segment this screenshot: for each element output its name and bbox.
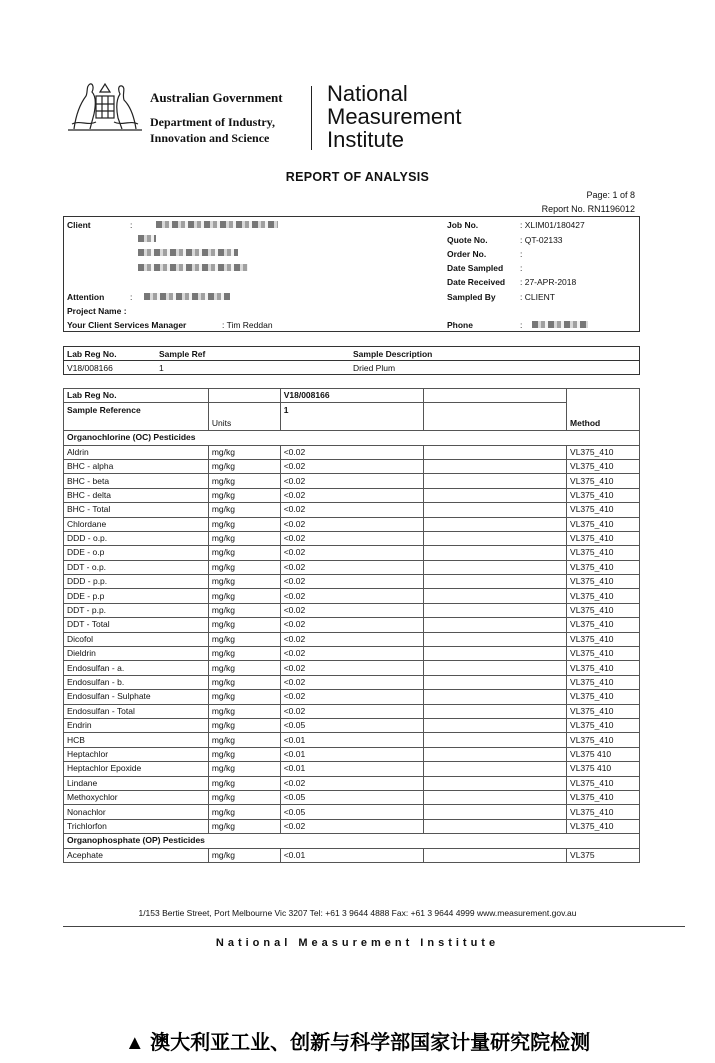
results-ref-value: 1 (280, 403, 424, 417)
order-label: Order No. (447, 249, 487, 259)
result-units: mg/kg (208, 488, 280, 502)
result-blank (424, 531, 567, 545)
result-row (64, 762, 640, 776)
result-row (64, 805, 640, 819)
project-label: Project Name : (67, 306, 127, 316)
result-result: <0.01 (280, 747, 424, 761)
result-result: <0.02 (280, 560, 424, 574)
result-row (64, 546, 640, 560)
result-method: VL375 410 (567, 747, 640, 761)
result-units: mg/kg (208, 589, 280, 603)
result-method: VL375_410 (567, 618, 640, 632)
result-analyte: HCB (64, 733, 209, 747)
result-result: <0.02 (280, 503, 424, 517)
result-result: <0.02 (280, 675, 424, 689)
result-result: <0.02 (280, 647, 424, 661)
order-value: : (520, 249, 523, 259)
results-h-units: Units (208, 417, 280, 431)
result-method: VL375_410 (567, 661, 640, 675)
sample-labreg: V18/008166 (64, 361, 157, 375)
report-title: REPORT OF ANALYSIS (285, 170, 430, 184)
manager-label: Your Client Services Manager (67, 320, 187, 330)
result-analyte: BHC - beta (64, 474, 209, 488)
result-blank (424, 488, 567, 502)
result-blank (424, 503, 567, 517)
result-row (64, 603, 640, 617)
result-result: <0.02 (280, 445, 424, 459)
department-name (150, 114, 283, 146)
result-method: VL375_410 (567, 459, 640, 473)
report-number: Report No. RN1196012 (541, 204, 635, 214)
page-info (542, 188, 635, 216)
result-blank (424, 805, 567, 819)
result-row (64, 747, 640, 761)
result-units: mg/kg (208, 445, 280, 459)
result-analyte: Dieldrin (64, 647, 209, 661)
result-blank (424, 474, 567, 488)
sample-ref: 1 (156, 361, 350, 375)
sample-h-labreg: Lab Reg No. (64, 347, 157, 361)
result-analyte: Endosulfan - Sulphate (64, 690, 209, 704)
result-blank (424, 848, 567, 862)
result-row (64, 618, 640, 632)
result-units: mg/kg (208, 531, 280, 545)
result-method: VL375_410 (567, 531, 640, 545)
nmi-line-1: National (327, 81, 408, 106)
sample-h-desc: Sample Description (350, 347, 640, 361)
result-blank (424, 603, 567, 617)
result-result: <0.05 (280, 718, 424, 732)
result-result: <0.02 (280, 690, 424, 704)
job-value: : XLIM01/180427 (520, 220, 585, 230)
results-h-method: Method (567, 389, 640, 431)
result-analyte: Nonachlor (64, 805, 209, 819)
result-row (64, 589, 640, 603)
nmi-logo-text (327, 82, 462, 151)
footer-divider (63, 926, 685, 927)
result-blank (424, 575, 567, 589)
result-row (64, 848, 640, 862)
result-method: VL375_410 (567, 647, 640, 661)
redacted-line (138, 235, 156, 242)
results-h-labreg: Lab Reg No. (64, 389, 209, 403)
result-method: VL375_410 (567, 517, 640, 531)
result-analyte: Trichlorfon (64, 819, 209, 833)
redacted-client-name (156, 221, 278, 228)
gov-name: Australian Government (150, 90, 283, 105)
result-row (64, 790, 640, 804)
result-analyte: BHC - alpha (64, 459, 209, 473)
result-method: VL375 410 (567, 762, 640, 776)
result-blank (424, 560, 567, 574)
result-row (64, 459, 640, 473)
result-method: VL375_410 (567, 589, 640, 603)
result-analyte: Endosulfan - a. (64, 661, 209, 675)
redacted-phone (532, 321, 588, 328)
sample-h-ref: Sample Ref (156, 347, 350, 361)
result-method: VL375_410 (567, 790, 640, 804)
result-analyte: Methoxychlor (64, 790, 209, 804)
redacted-line (138, 264, 248, 271)
page-number: Page: 1 of 8 (586, 190, 635, 200)
sampled-label: Date Sampled (447, 263, 504, 273)
results-h-empty (424, 389, 567, 403)
manager-value: : Tim Reddan (222, 320, 273, 330)
result-method: VL375_410 (567, 474, 640, 488)
result-blank (424, 690, 567, 704)
department-line-1: Department of Industry, (150, 115, 275, 129)
oc-group-label: Organochlorine (OC) Pesticides (64, 431, 640, 445)
result-units: mg/kg (208, 459, 280, 473)
result-units: mg/kg (208, 632, 280, 646)
result-blank (424, 661, 567, 675)
sample-desc: Dried Plum (350, 361, 640, 375)
result-analyte: DDT - o.p. (64, 560, 209, 574)
op-group-row (64, 834, 640, 848)
result-blank (424, 459, 567, 473)
result-analyte: Lindane (64, 776, 209, 790)
result-analyte: Chlordane (64, 517, 209, 531)
nmi-line-2: Measurement (327, 104, 462, 129)
result-analyte: DDD - p.p. (64, 575, 209, 589)
result-row (64, 647, 640, 661)
result-analyte: BHC - delta (64, 488, 209, 502)
result-result: <0.02 (280, 819, 424, 833)
client-info-box (63, 216, 640, 332)
result-result: <0.02 (280, 661, 424, 675)
result-analyte: DDE - p.p (64, 589, 209, 603)
result-blank (424, 675, 567, 689)
result-analyte: Heptachlor Epoxide (64, 762, 209, 776)
coat-of-arms-icon (66, 74, 144, 134)
result-method: VL375_410 (567, 445, 640, 459)
result-units: mg/kg (208, 546, 280, 560)
result-method: VL375_410 (567, 819, 640, 833)
result-row (64, 503, 640, 517)
result-result: <0.02 (280, 488, 424, 502)
results-h-empty (208, 389, 280, 403)
result-method: VL375_410 (567, 560, 640, 574)
result-units: mg/kg (208, 790, 280, 804)
result-units: mg/kg (208, 618, 280, 632)
result-analyte: Dicofol (64, 632, 209, 646)
result-analyte: BHC - Total (64, 503, 209, 517)
result-blank (424, 776, 567, 790)
results-h-empty (64, 417, 209, 431)
result-units: mg/kg (208, 776, 280, 790)
sample-row (64, 361, 640, 375)
result-units: mg/kg (208, 747, 280, 761)
result-method: VL375_410 (567, 603, 640, 617)
result-row (64, 531, 640, 545)
result-row (64, 560, 640, 574)
received-value: : 27-APR-2018 (520, 277, 577, 287)
result-row (64, 718, 640, 732)
result-row (64, 632, 640, 646)
result-result: <0.01 (280, 733, 424, 747)
result-units: mg/kg (208, 503, 280, 517)
result-blank (424, 718, 567, 732)
result-blank (424, 589, 567, 603)
footer-address: 1/153 Bertie Street, Port Melbourne Vic 3207 Tel: +61 3 9644 4888 Fax: +61 3 9644 4999 www.measurement.gov.au (138, 908, 577, 918)
result-result: <0.02 (280, 517, 424, 531)
result-result: <0.02 (280, 474, 424, 488)
result-row (64, 690, 640, 704)
phone-value: : (520, 320, 523, 330)
result-analyte: DDT - p.p. (64, 603, 209, 617)
result-method: VL375_410 (567, 805, 640, 819)
result-result: <0.01 (280, 762, 424, 776)
results-h-empty (208, 403, 280, 417)
sample-table (63, 346, 640, 375)
results-h-empty (280, 417, 424, 431)
result-result: <0.02 (280, 531, 424, 545)
result-units: mg/kg (208, 704, 280, 718)
result-units: mg/kg (208, 675, 280, 689)
result-blank (424, 546, 567, 560)
gov-text (150, 90, 283, 146)
client-colon: : (130, 220, 133, 230)
client-label: Client (67, 220, 91, 230)
image-caption: ▲ 澳大利亚工业、创新与科学部国家计量研究院检测 (124, 1032, 591, 1054)
result-blank (424, 762, 567, 776)
result-units: mg/kg (208, 575, 280, 589)
result-units: mg/kg (208, 647, 280, 661)
quote-label: Quote No. (447, 235, 488, 245)
result-analyte: Aldrin (64, 445, 209, 459)
result-units: mg/kg (208, 661, 280, 675)
op-group-label: Organophosphate (OP) Pesticides (64, 834, 640, 848)
result-units: mg/kg (208, 603, 280, 617)
result-analyte: Endrin (64, 718, 209, 732)
sample-header-row (64, 347, 640, 361)
result-analyte: Endosulfan - b. (64, 675, 209, 689)
result-row (64, 819, 640, 833)
job-label: Job No. (447, 220, 479, 230)
result-row (64, 776, 640, 790)
result-units: mg/kg (208, 718, 280, 732)
results-h-empty (424, 417, 567, 431)
received-label: Date Received (447, 277, 506, 287)
result-analyte: Endosulfan - Total (64, 704, 209, 718)
result-analyte: Heptachlor (64, 747, 209, 761)
result-result: <0.02 (280, 546, 424, 560)
result-method: VL375_410 (567, 690, 640, 704)
result-method: VL375 (567, 848, 640, 862)
result-analyte: DDE - o.p (64, 546, 209, 560)
result-result: <0.02 (280, 603, 424, 617)
result-method: VL375_410 (567, 546, 640, 560)
result-row (64, 445, 640, 459)
result-blank (424, 618, 567, 632)
sampled-value: : (520, 263, 523, 273)
result-result: <0.02 (280, 632, 424, 646)
oc-group-row (64, 431, 640, 445)
result-units: mg/kg (208, 474, 280, 488)
result-units: mg/kg (208, 733, 280, 747)
result-blank (424, 647, 567, 661)
results-lab-value: V18/008166 (280, 389, 424, 403)
result-blank (424, 790, 567, 804)
result-blank (424, 747, 567, 761)
phone-label: Phone (447, 320, 473, 330)
result-analyte: DDD - o.p. (64, 531, 209, 545)
result-method: VL375_410 (567, 575, 640, 589)
result-method: VL375_410 (567, 488, 640, 502)
result-result: <0.02 (280, 575, 424, 589)
result-row (64, 474, 640, 488)
result-result: <0.05 (280, 805, 424, 819)
quote-value: : QT-02133 (520, 235, 563, 245)
sampledby-label: Sampled By (447, 292, 496, 302)
result-analyte: Acephate (64, 848, 209, 862)
redacted-line (138, 249, 238, 256)
nmi-line-3: Institute (327, 127, 405, 152)
result-blank (424, 733, 567, 747)
result-result: <0.02 (280, 704, 424, 718)
department-line-2: Innovation and Science (150, 131, 270, 145)
result-row (64, 661, 640, 675)
result-method: VL375_410 (567, 704, 640, 718)
result-method: VL375_410 (567, 718, 640, 732)
results-header-row (64, 389, 640, 403)
result-blank (424, 632, 567, 646)
report-header (0, 0, 715, 160)
attention-colon: : (130, 292, 133, 302)
result-row (64, 675, 640, 689)
result-blank (424, 445, 567, 459)
result-units: mg/kg (208, 690, 280, 704)
result-result: <0.02 (280, 618, 424, 632)
result-units: mg/kg (208, 762, 280, 776)
result-row (64, 575, 640, 589)
footer-brand: National Measurement Institute (215, 937, 500, 949)
result-units: mg/kg (208, 517, 280, 531)
results-h-empty (424, 403, 567, 417)
result-method: VL375_410 (567, 503, 640, 517)
results-table (63, 388, 640, 863)
result-units: mg/kg (208, 560, 280, 574)
attention-label: Attention (67, 292, 105, 302)
result-method: VL375_410 (567, 675, 640, 689)
result-units: mg/kg (208, 819, 280, 833)
result-analyte: DDT - Total (64, 618, 209, 632)
redacted-attention (144, 293, 230, 300)
result-row (64, 704, 640, 718)
result-result: <0.01 (280, 848, 424, 862)
sampledby-value: : CLIENT (520, 292, 555, 302)
result-method: VL375_410 (567, 733, 640, 747)
result-result: <0.02 (280, 589, 424, 603)
result-units: mg/kg (208, 805, 280, 819)
result-method: VL375_410 (567, 776, 640, 790)
result-units: mg/kg (208, 848, 280, 862)
header-divider (311, 86, 312, 150)
result-blank (424, 704, 567, 718)
result-result: <0.02 (280, 776, 424, 790)
result-blank (424, 819, 567, 833)
result-row (64, 517, 640, 531)
results-h-sampleref: Sample Reference (64, 403, 209, 417)
results-units-row (64, 417, 640, 431)
result-row (64, 733, 640, 747)
result-result: <0.05 (280, 790, 424, 804)
result-row (64, 488, 640, 502)
result-method: VL375_410 (567, 632, 640, 646)
results-ref-row (64, 403, 640, 417)
result-result: <0.02 (280, 459, 424, 473)
result-blank (424, 517, 567, 531)
